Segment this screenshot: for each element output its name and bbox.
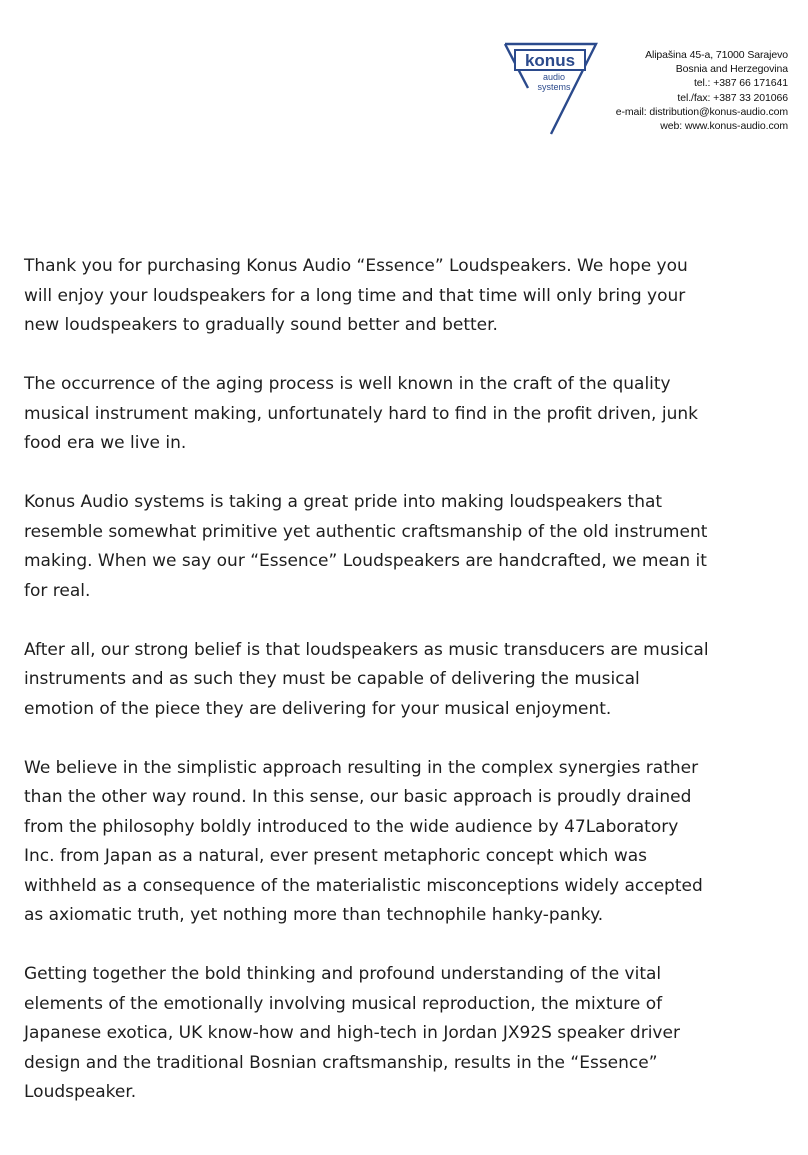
address-email: e-mail: distribution@konus-audio.com xyxy=(615,105,788,118)
logo-brand-text: konus xyxy=(524,51,576,70)
paragraph-approach: We believe in the simplistic approach resulting in the complex synergies rather than the other way round. In this sense, our basic approach is proudly drained from the philosophy boldly introduced to the wide audience by 47Laboratory Inc. from Japan as a natural, ever present metaphoric concept which was withheld as a consequence of the materialistic misconceptions widely accepted as axiomatic truth, yet nothing more than technophile hanky-panky. xyxy=(24,757,703,925)
konus-logo-graphic xyxy=(502,42,602,138)
paragraph-musical-instruments: After all, our strong belief is that loudspeakers as music transducers are musical instruments and as such they must be capable of delivering the musical emotion of the piece they are delivering for your musical enjoyment. xyxy=(24,639,709,719)
address-fax: tel./fax: +387 33 201066 xyxy=(677,91,788,104)
paragraph-craftsmanship: Konus Audio systems is taking a great pride into making loudspeakers that resemble somewhat primitive yet authentic craftsmanship of the old instrument making. When we say our “Essence” Loudspeakers are handcrafted, we mean it for real. xyxy=(24,492,708,601)
address-country: Bosnia and Herzegovina xyxy=(675,63,788,76)
paragraph-essence-summary: Getting together the bold thinking and profound understanding of the vital elements of the emotionally involving musical reproduction, the mixture of Japanese exotica, UK know-how and high-tech in Jordan JX92S speaker driver design and the traditional Bosnian craftsmanship, results in the “Essence” Loudspeaker. xyxy=(24,964,680,1102)
letterhead xyxy=(0,42,808,142)
address-web: web: www.konus-audio.com xyxy=(660,120,788,133)
letter-body xyxy=(24,252,714,1137)
logo-line2-text: systems xyxy=(537,82,571,92)
address-street: Alipašina 45-a, 71000 Sarajevo xyxy=(645,49,788,61)
address-phone: tel.: +387 66 171641 xyxy=(693,77,788,90)
paragraph-thank-you: Thank you for purchasing Konus Audio “Essence” Loudspeakers. We hope you will enjoy your loudspeakers for a long time and that time will only bring your new loudspeakers to gradually sound better and better. xyxy=(24,256,688,335)
logo-line1-text: audio xyxy=(542,72,566,82)
company-address-block xyxy=(616,48,788,133)
paragraph-aging-process: The occurrence of the aging process is well known in the craft of the quality musical instrument making, unfortunately hard to find in the profit driven, junk food era we live in. xyxy=(24,374,698,453)
konus-audio-logo xyxy=(502,42,602,138)
